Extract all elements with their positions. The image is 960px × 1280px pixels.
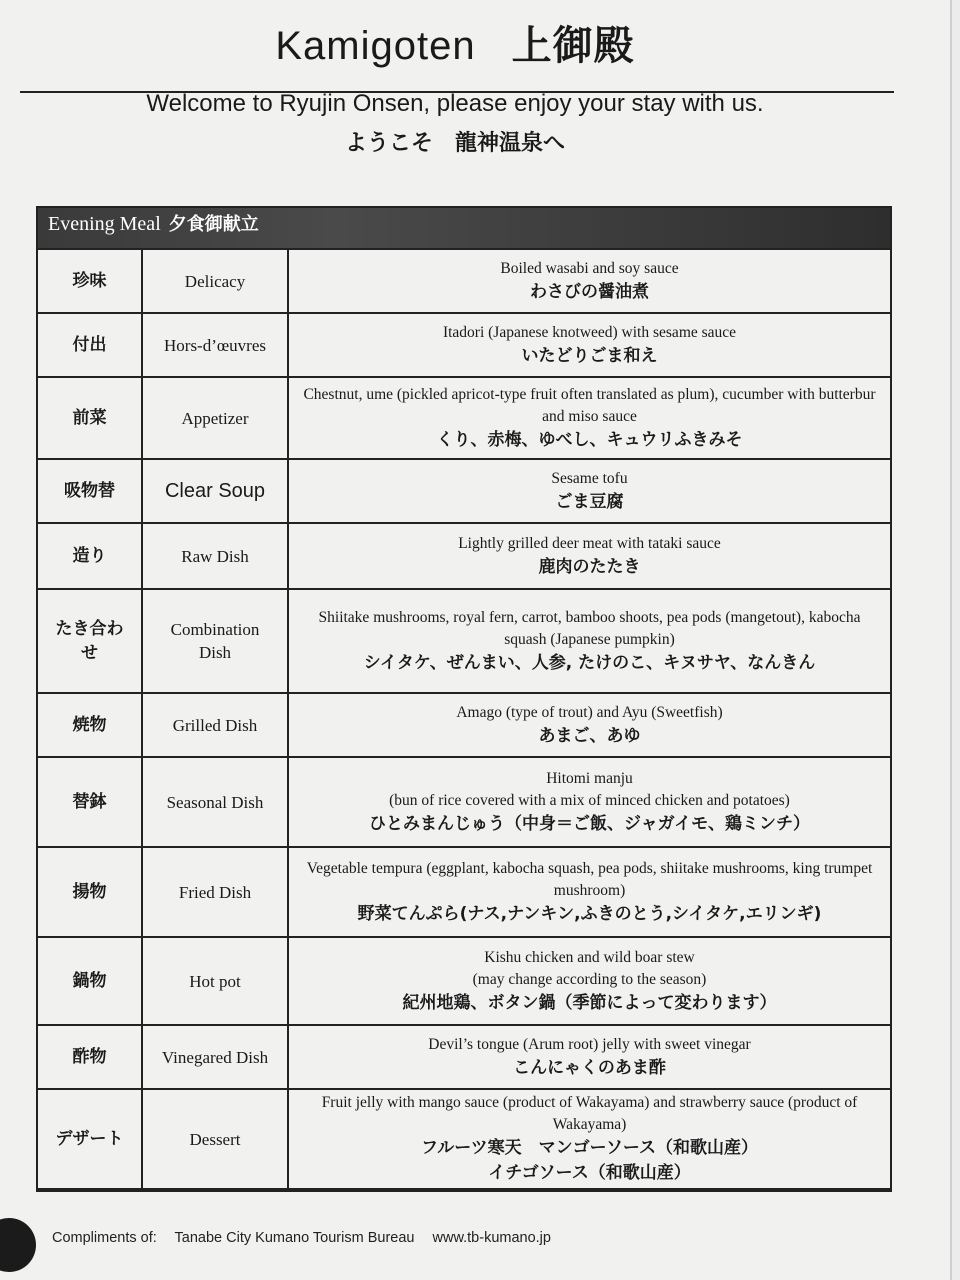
desc-jp: 紀州地鶏、ボタン鍋（季節によって変わります） <box>402 992 777 1013</box>
course-jp: たき合わせ <box>38 589 142 693</box>
course-en: Raw Dish <box>142 523 288 589</box>
table-row <box>38 313 890 377</box>
course-jp: 前菜 <box>38 377 142 459</box>
course-desc <box>288 757 890 847</box>
course-jp: 焼物 <box>38 693 142 757</box>
footer-org: Tanabe City Kumano Tourism Bureau <box>174 1230 415 1246</box>
course-desc <box>288 589 890 693</box>
desc-en: Amago (type of trout) and Ayu (Sweetfish) <box>456 703 723 721</box>
desc-jp: いたどりごま和え <box>521 345 658 366</box>
desc-jp: フルーツ寒天 マンゴーソース（和歌山産） <box>420 1138 759 1158</box>
course-en: Combination Dish <box>142 589 288 693</box>
table-row <box>38 589 890 693</box>
desc-en-2: (may change according to the season) <box>472 970 707 988</box>
course-jp: 珍味 <box>38 249 142 313</box>
course-jp: デザート <box>38 1089 142 1189</box>
desc-en: Devil’s tongue (Arum root) jelly with sweet vinegar <box>428 1035 751 1053</box>
course-en: Vinegared Dish <box>142 1025 288 1089</box>
course-en: Appetizer <box>142 377 288 459</box>
course-en: Seasonal Dish <box>142 757 288 847</box>
desc-en: Kishu chicken and wild boar stew <box>484 948 695 966</box>
title-en: Kamigoten <box>275 24 476 68</box>
course-en: Hors-d’œuvres <box>142 313 288 377</box>
table-row <box>38 377 890 459</box>
course-jp: 替鉢 <box>38 757 142 847</box>
table-row <box>38 757 890 847</box>
desc-en: Boiled wasabi and soy sauce <box>500 259 679 277</box>
course-en: Fried Dish <box>142 847 288 937</box>
course-en: Delicacy <box>142 249 288 313</box>
title-jp: 上御殿 <box>511 23 635 69</box>
course-jp: 造り <box>38 523 142 589</box>
desc-jp: ひとみまんじゅう（中身＝ご飯、ジャガイモ、鶏ミンチ） <box>369 813 810 834</box>
desc-en: Lightly grilled deer meat with tataki sauce <box>458 534 721 552</box>
desc-jp: 鹿肉のたたき <box>538 556 641 577</box>
menu-heading-jp: 夕食御献立 <box>168 214 259 235</box>
table-row <box>38 523 890 589</box>
welcome-en: Welcome to Ryujin Onsen, please enjoy your stay with us. <box>146 90 764 117</box>
table-row <box>38 459 890 523</box>
desc-en: Itadori (Japanese knotweed) with sesame sauce <box>442 323 737 341</box>
desc-en: Hitomi manju <box>546 769 633 787</box>
course-desc <box>288 693 890 757</box>
course-jp: 鍋物 <box>38 937 142 1025</box>
footer-compliments: Compliments of: <box>52 1230 157 1246</box>
table-row <box>38 937 890 1025</box>
footer <box>52 1230 565 1246</box>
table-row <box>38 249 890 313</box>
course-jp: 吸物替 <box>38 459 142 523</box>
course-en: Dessert <box>142 1089 288 1189</box>
course-desc <box>288 1089 890 1189</box>
menu-heading-en: Evening Meal <box>48 213 161 235</box>
course-en: Grilled Dish <box>142 693 288 757</box>
course-jp: 酢物 <box>38 1025 142 1089</box>
course-desc <box>288 249 890 313</box>
course-desc <box>288 937 890 1025</box>
desc-en: Shiitake mushrooms, royal fern, carrot, bamboo shoots, pea pods (mangetout), kabocha squash (Japanese pumpkin) <box>318 608 861 648</box>
course-desc <box>288 377 890 459</box>
course-desc <box>288 313 890 377</box>
desc-en: Fruit jelly with mango sauce (product of Wakayama) and strawberry sauce (product of Wakayama) <box>321 1094 858 1133</box>
desc-jp: ごま豆腐 <box>555 491 624 512</box>
desc-jp-2: イチゴソース（和歌山産） <box>488 1163 691 1183</box>
course-desc <box>288 847 890 937</box>
course-desc <box>288 1025 890 1089</box>
course-desc <box>288 523 890 589</box>
desc-jp: 野菜てんぷら(ナス,ナンキン,ふきのとう,シイタケ,エリンギ) <box>357 903 822 924</box>
table-row <box>38 847 890 937</box>
desc-en: Sesame tofu <box>551 469 628 487</box>
desc-jp: わさびの醤油煮 <box>530 281 649 302</box>
desc-jp: あまご、あゆ <box>538 725 641 746</box>
course-en: Hot pot <box>142 937 288 1025</box>
course-jp: 揚物 <box>38 847 142 937</box>
desc-en: Vegetable tempura (eggplant, kabocha squash, pea pods, shiitake mushrooms, king trumpet mushroom) <box>306 859 873 899</box>
welcome-jp: ようこそ 龍神温泉へ <box>344 131 565 156</box>
desc-jp: くり、赤梅、ゆべし、キュウリふきみそ <box>436 429 743 450</box>
table-row <box>38 1089 890 1189</box>
table-row <box>38 693 890 757</box>
desc-jp: こんにゃくのあま酢 <box>513 1057 666 1078</box>
course-desc <box>288 459 890 523</box>
table-row <box>38 1025 890 1089</box>
page-title <box>0 14 910 71</box>
desc-en: Chestnut, ume (pickled apricot-type fruit often translated as plum), cucumber with butterbur and miso sauce <box>303 385 876 425</box>
menu-heading <box>38 206 890 248</box>
menu-table <box>36 206 892 1192</box>
footer-url: www.tb-kumano.jp <box>432 1230 551 1246</box>
course-jp: 付出 <box>38 313 142 377</box>
desc-jp: シイタケ、ぜんまい、人参, たけのこ、キヌサヤ、なんきん <box>363 652 816 673</box>
desc-en-2: (bun of rice covered with a mix of minced chicken and potatoes) <box>389 791 790 809</box>
course-en: Clear Soup <box>142 459 288 523</box>
onsen-logo-icon <box>0 1218 36 1272</box>
